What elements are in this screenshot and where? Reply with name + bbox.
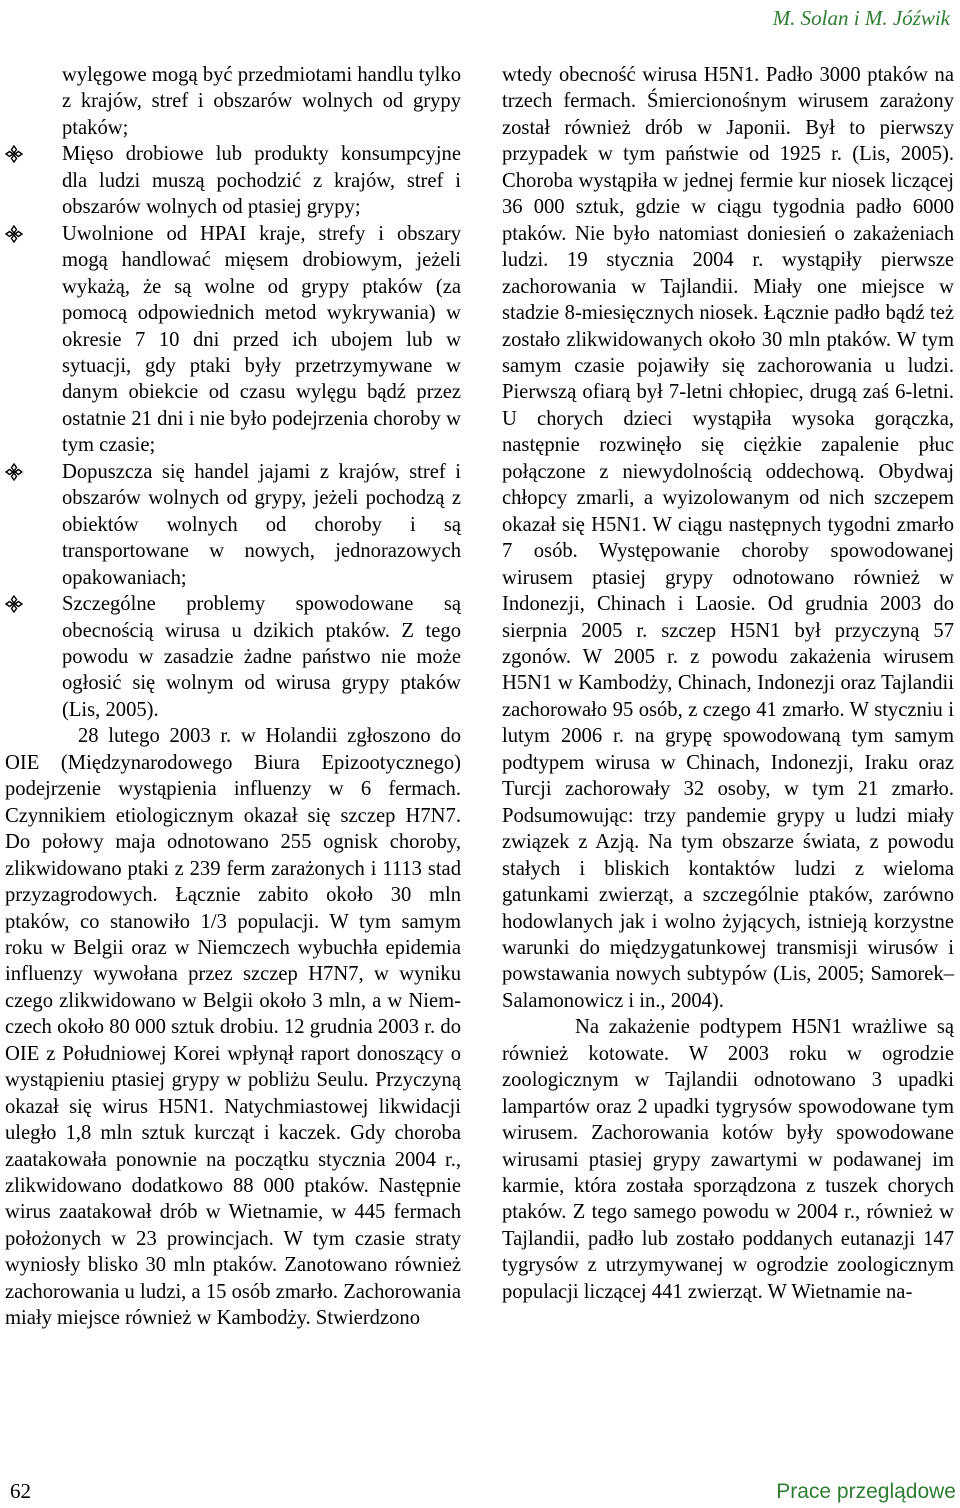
body-paragraph: wtedy obecność wirusa H5N1. Padło 3000 ptaków na trzech fermach. Śmiercionośnym wirusem zarażony został również drób w Japonii. Był to pierwszy przypadek w tym państwie od 1925 r. (Lis, 2005). Choroba wystąpiła w jednej fermie kur niosek liczącej 36 000 sztuk, gdzie w ciągu tygodnia padło 6000 ptaków. Nie było natomiast doniesień o zakażeniach ludzi. 19 stycznia 2004 r. wystąpiły pierwsze zachorowania w Tajlandii. Miały one miejsce w stadzie 8-miesięcznych niosek. Łącznie padło bądź też zostało zlikwidowanych około 30 mln ptaków. W tym samym czasie pojawiły się zachorowania u ludzi. Pierwszą ofiarą był 7-letni chłopiec, drugą zaś 6-letni. U chorych dzieci wystąpiła wysoka gorączka, następnie rozwinęło się ciężkie zapalenie płuc połączone z niewydolnością oddechową. Obydwaj chłopcy zmarli, a wyizolowanym od nich szczepem okazał się H5N1. W ciągu następnych tygodni zmarło 7 osób. Występowanie choroby spowodowanej wirusem ptasiej grypy odnotowano również w Indonezji, Chinach i Laosie. Od grudnia 2003 do sierpnia 2005 r. szczep H5N1 był przyczyną 57 zgonów. W 2005 r. z powodu zakażenia wirusem H5N1 w Kambodży, Chinach, Indonezji oraz Tajlandii zachorowało 95 osób, z czego 41 zmarło. W styczniu i lutym 2006 r. na grypę spowodowaną tym samym podtypem wirusa w Chinach, Indonezji, Iraku oraz Turcji zachorowały 32 osoby, w tym 21 zmarło. Podsumowując: trzy pandemie grypy u ludzi miały związek z Azją. Na tym obszarze świata, z powodu stałych i bliskich kontaktów ludzi z wieloma gatunkami zwierząt, a szczególnie ptaków, zarówno hodowlanych jak i wolno żyjących, istnieją korzystne warunki do międzygatunkowej transmisji wirusów i powstawania nowych subtypów (Lis, 2005; Samorek–Salamonowicz i in., 2004). — [502, 64, 954, 1012]
list-item-text: Uwolnione od HPAI kraje, strefy i obszary mogą handlować mięsem drobiowym, jeżeli wykażą, że są wolne od grypy ptaków (za pomocą odpowiednich metod wykrywania) w okresie 7 10 dni przed ich ubojem lub w sytuacji, gdy ptaki były przetrzymywane w danym obiekcie od czasu wylęgu bądź przez ostatnie 21 dni i nie było podejrzenia choroby w tym czasie; — [62, 222, 461, 457]
list-item — [5, 221, 461, 459]
right-column — [502, 62, 954, 1305]
list-item — [5, 591, 461, 723]
left-column — [5, 62, 461, 1332]
list-item-text: Mięso drobiowe lub produkty konsumpcyjne dla ludzi muszą pochodzić z krajów, stref i obszarów wolnych od ptasiej grypy; — [62, 143, 461, 219]
running-head-author: M. Solan i M. Jóźwik — [772, 6, 950, 30]
list-item-text: wylęgowe mogą być przedmiotami handlu tylko z krajów, stref i obszarów wolnych od grypy ptaków; — [62, 64, 461, 139]
list-item — [5, 141, 461, 220]
list-item-continuation — [5, 62, 461, 141]
four-diamond-bullet-icon — [5, 145, 23, 163]
section-label: Prace przeglądowe — [776, 1480, 956, 1503]
page-number: 62 — [10, 1479, 31, 1503]
bullet-list — [5, 62, 461, 723]
four-diamond-bullet-icon — [5, 225, 23, 243]
body-paragraph: Na zakażenie podtypem H5N1 wrażliwe są również kotowate. W 2003 roku w ogrodzie zoologicznym w Tajlandii odnotowano 3 upadki lampartów oraz 2 upadki tygrysów spowodowane tym wirusem. Zachorowania kotów były spowodowane wirusami ptasiej grypy zawartymi w podawanej im karmie, która została sporządzona z tuszek chorych ptaków. Z tego samego powodu w 2004 r., również w Tajlandii, padło lub zostało poddanych eutanazji 147 tygrysów z utrzymywanej w ogrodzie zoologicznym populacji liczącej 441 zwierząt. W Wietnamie na- — [502, 1016, 954, 1303]
list-item-text: Szczególne problemy spowodowane są obecnością wirusa u dzikich ptaków. Z tego powodu w zasadzie żadne państwo nie może ogłosić się wolnym od wirusa grypy ptaków (Lis, 2005). — [62, 593, 461, 721]
list-item-text: Dopuszcza się handel jajami z krajów, stref i obszarów wolnych od grypy, jeżeli pochodzą z obiektów wolnych od choroby i są transportowane w nowych, jednorazowych opakowaniach; — [62, 460, 461, 589]
four-diamond-bullet-icon — [5, 463, 23, 481]
list-item — [5, 459, 461, 591]
body-paragraph: 28 lutego 2003 r. w Holandii zgłoszono do OIE (Międzynarodowego Biura Epizootycznego) podejrzenie wystąpienia influenzy w 6 fermach. Czynnikiem etiologicznym okazał się szczep H7N7. Do połowy maja odnotowano 255 ognisk choroby, zlikwidowano ptaki z 239 ferm zarażonych i 1113 stad przyzagrodowych. Łącznie zabito około 30 mln ptaków, co stanowiło 1/3 populacji. W tym samym roku w Belgii oraz w Niemczech wybuchła epidemia influenzy wywołana przez szczep H7N7, w wyniku czego zlikwidowano w Belgii około 3 mln, a w Niemczech około 80 000 sztuk drobiu. 12 grudnia 2003 r. do OIE z Południowej Korei wpłynął raport donoszący o wystąpieniu ptasiej grypy w pobliżu Seulu. Przyczyną okazał się wirus H5N1. Natychmiastowej likwidacji uległo 1,8 mln sztuk kurcząt i kaczek. Gdy choroba zaatakowała ponownie na początku stycznia 2004 r., zlikwidowano dodatkowo 88 000 ptaków. Następnie wirus zaatakował drób w Wietnamie, w 445 fermach położonych w 23 prowincjach. W tym czasie straty wyniosły blisko 30 mln ptaków. Zanotowano również zachorowania u ludzi, a 15 osób zmarło. Zachorowania miały miejsce również w Kambodży. Stwierdzono — [5, 725, 461, 1330]
four-diamond-bullet-icon — [5, 595, 23, 613]
